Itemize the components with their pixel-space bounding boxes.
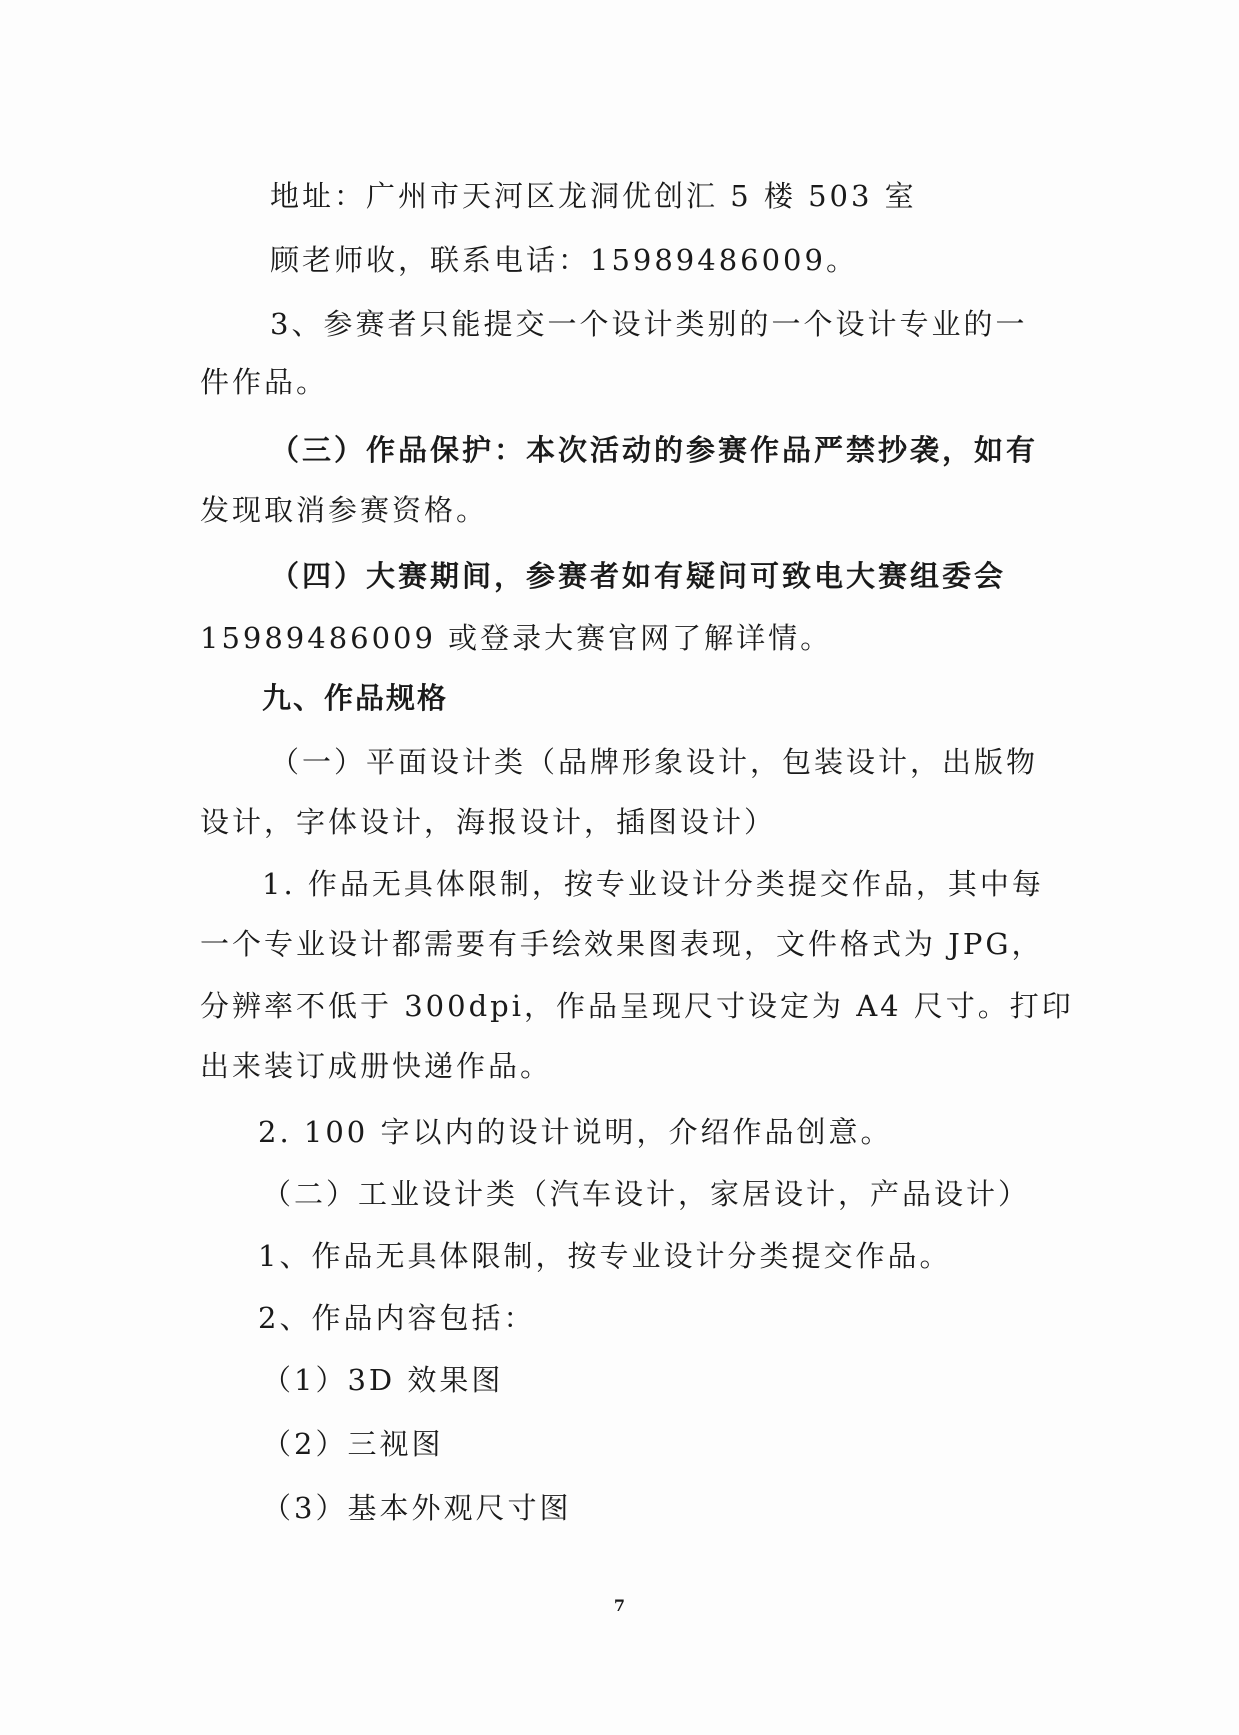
section-heading-work-specs: 九、作品规格 — [262, 681, 449, 715]
graphic-rule-1-line-1: 1. 作品无具体限制，按专业设计分类提交作品，其中每 — [262, 867, 1044, 901]
content-item-3: （3）基本外观尺寸图 — [262, 1491, 572, 1525]
industrial-rule-2: 2、作品内容包括： — [258, 1301, 536, 1335]
graphic-design-line-1: （一）平面设计类（品牌形象设计，包装设计，出版物 — [270, 745, 1039, 779]
graphic-design-line-2: 设计，字体设计，海报设计，插图设计） — [200, 805, 777, 839]
contest-inquiry-line-1: （四）大赛期间，参赛者如有疑问可致电大赛组委会 — [270, 559, 1007, 593]
work-protection-line-1: （三）作品保护：本次活动的参赛作品严禁抄袭，如有 — [270, 433, 1039, 467]
page-number: 7 — [613, 1596, 626, 1615]
graphic-rule-1-line-2: 一个专业设计都需要有手绘效果图表现，文件格式为 JPG， — [200, 927, 1044, 961]
graphic-rule-1-line-3: 分辨率不低于 300dpi，作品呈现尺寸设定为 A4 尺寸。打印 — [200, 989, 1074, 1023]
contest-inquiry-line-2: 15989486009 或登录大赛官网了解详情。 — [200, 621, 833, 655]
graphic-rule-2: 2. 100 字以内的设计说明，介绍作品创意。 — [258, 1115, 893, 1149]
contact-line: 顾老师收，联系电话：15989486009。 — [270, 243, 858, 277]
industrial-design-line: （二）工业设计类（汽车设计，家居设计，产品设计） — [262, 1177, 1031, 1211]
content-item-1: （1）3D 效果图 — [262, 1363, 504, 1397]
rule-3-line-2: 件作品。 — [200, 365, 329, 399]
content-item-2: （2）三视图 — [262, 1427, 444, 1461]
graphic-rule-1-line-4: 出来装订成册快递作品。 — [200, 1049, 553, 1083]
address-line: 地址：广州市天河区龙洞优创汇 5 楼 503 室 — [270, 179, 917, 213]
rule-3-line-1: 3、参赛者只能提交一个设计类别的一个设计专业的一 — [270, 307, 1028, 341]
work-protection-line-2: 发现取消参赛资格。 — [200, 493, 489, 527]
industrial-rule-1: 1、作品无具体限制，按专业设计分类提交作品。 — [258, 1239, 952, 1273]
